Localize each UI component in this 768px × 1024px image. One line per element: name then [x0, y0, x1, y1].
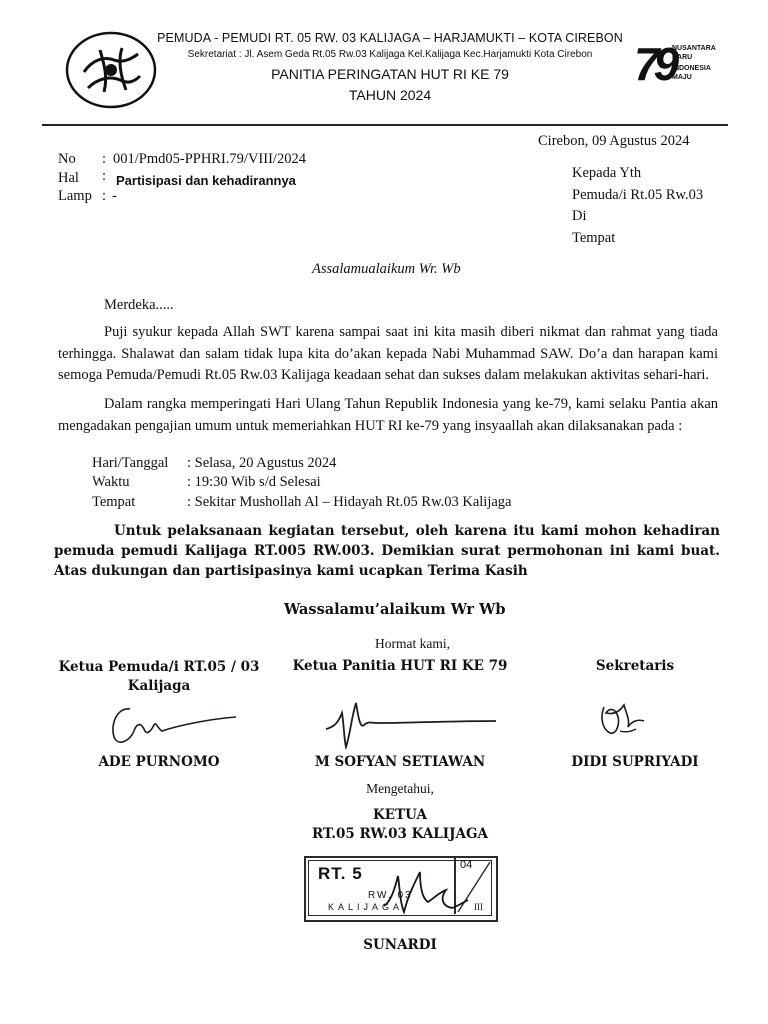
- meta-no-value: 001/Pmd05-PPHRI.79/VIII/2024: [113, 151, 306, 167]
- meta-lamp-label: Lamp: [58, 188, 92, 204]
- recipient-block: [572, 163, 742, 249]
- logo-tagline-3: INDONESIA: [672, 65, 711, 72]
- meta-hal-label: Hal: [58, 170, 79, 186]
- stamp-rw: RW. 03: [368, 890, 413, 901]
- committee-title: PANITIA PERINGATAN HUT RI KE 79: [271, 66, 509, 82]
- approval-name: SUNARDI: [363, 937, 437, 953]
- recipient-line-4: Tempat: [572, 229, 616, 246]
- greeting: Assalamualaikum Wr. Wb: [312, 261, 461, 277]
- meta-hal-sep: :: [102, 168, 107, 184]
- meta-lamp-sep: :: [102, 188, 107, 204]
- letter-meta: [58, 151, 378, 211]
- stamp-rt: RT. 5: [318, 864, 363, 883]
- approval-title-2: RT.05 RW.03 KALIJAGA: [312, 826, 488, 842]
- recipient-line-1: Kepada Yth: [572, 165, 642, 181]
- schedule-table: [92, 455, 652, 519]
- meta-hal-value: Partisipasi dan kehadirannya: [116, 173, 296, 188]
- opening: Merdeka.....: [104, 297, 174, 313]
- mengetahui: Mengetahui,: [366, 781, 434, 796]
- right-signatory-title: Sekretaris: [595, 658, 675, 674]
- schedule-date-value: : Selasa, 20 Agustus 2024: [187, 455, 337, 471]
- left-signatory-name: ADE PURNOMO: [98, 754, 220, 770]
- meta-lamp-value: -: [112, 188, 117, 204]
- hut-79-logo: [634, 38, 734, 100]
- signature-approval: [380, 862, 470, 922]
- hormat-kami: Hormat kami,: [375, 636, 450, 651]
- meta-no-label: No: [58, 151, 76, 167]
- schedule-time-label: Waktu: [92, 474, 130, 490]
- year-title: TAHUN 2024: [348, 87, 432, 103]
- center-signatory-name: M SOFYAN SETIAWAN: [314, 754, 486, 770]
- approval-title-1: KETUA: [373, 807, 427, 823]
- logo-tagline-1: NUSANTARA: [672, 45, 716, 52]
- stamp-place: KALIJAGA: [328, 902, 404, 912]
- schedule-time-value: : 19:30 Wib s/d Selesai: [187, 474, 321, 490]
- schedule-date-label: Hari/Tanggal: [92, 455, 169, 471]
- stamp-roman: III: [474, 902, 483, 912]
- center-signatory-title: Ketua Panitia HUT RI KE 79: [292, 658, 508, 674]
- secretariat-line: Sekretariat : Jl. Asem Geda Rt.05 Rw.03 Kalijaga Kel.Kalijaga Kec.Harjamukti Kota Cirebon: [187, 49, 593, 60]
- letterhead: [0, 0, 768, 130]
- left-signatory-title-2: Kalijaga: [127, 678, 191, 694]
- paragraph-2: Dalam rangka memperingati Hari Ulang Tahun Republik Indonesia yang ke-79, kami selaku Pantia akan mengadakan pengajian umum untuk memeriahkan HUT RI ke-79 yang insyaallah akan dilaksanakan pada :: [58, 396, 718, 434]
- logo-tagline-2: BARU: [672, 54, 693, 61]
- org-line: PEMUDA - PEMUDI RT. 05 RW. 03 KALIJAGA – HARJAMUKTI – KOTA CIREBON: [157, 31, 623, 45]
- recipient-line-2: Pemuda/i Rt.05 Rw.03: [572, 186, 704, 203]
- schedule-place-value: : Sekitar Mushollah Al – Hidayah Rt.05 Rw.03 Kalijaga: [187, 494, 512, 510]
- schedule-place-label: Tempat: [92, 494, 136, 510]
- logo-numeral: 79: [634, 38, 674, 90]
- paragraph-3: Untuk pelaksanaan kegiatan tersebut, oleh karena itu kami mohon kehadiran pemuda pemudi Kalijaga RT.005 RW.003. Demikian surat permohonan ini kami buat. Atas dukungan dan partisipasinya kami ucapkan Terima Kasih: [54, 523, 720, 579]
- meta-no-sep: :: [102, 151, 107, 167]
- right-signatory-name: DIDI SUPRIYADI: [571, 754, 699, 770]
- stamp-number: 04: [460, 859, 473, 871]
- left-signatory-title-1: Ketua Pemuda/i RT.05 / 03: [58, 659, 260, 675]
- signature-left: [100, 695, 240, 755]
- date-line: Cirebon, 09 Agustus 2024: [538, 133, 690, 149]
- signature-center: [320, 695, 500, 755]
- header-divider: [42, 124, 728, 126]
- recipient-line-3: Di: [572, 208, 587, 224]
- signature-right: [590, 695, 650, 745]
- paragraph-1: Puji syukur kepada Allah SWT karena sampai saat ini kita masih diberi nikmat dan rahmat yang tiada terhingga. Shalawat dan salam tidak lupa kita do’akan kepada Nabi Muhammad SAW. Do’a dan harapan kami semoga Pemuda/Pemudi Rt.05 Rw.03 Kalijaga keadaan sehat dan sukses dalam melakukan aktivitas sehari-hari.: [58, 324, 718, 383]
- closing: Wassalamu’alaikum Wr Wb: [284, 601, 506, 618]
- logo-tagline-4: MAJU: [672, 74, 692, 81]
